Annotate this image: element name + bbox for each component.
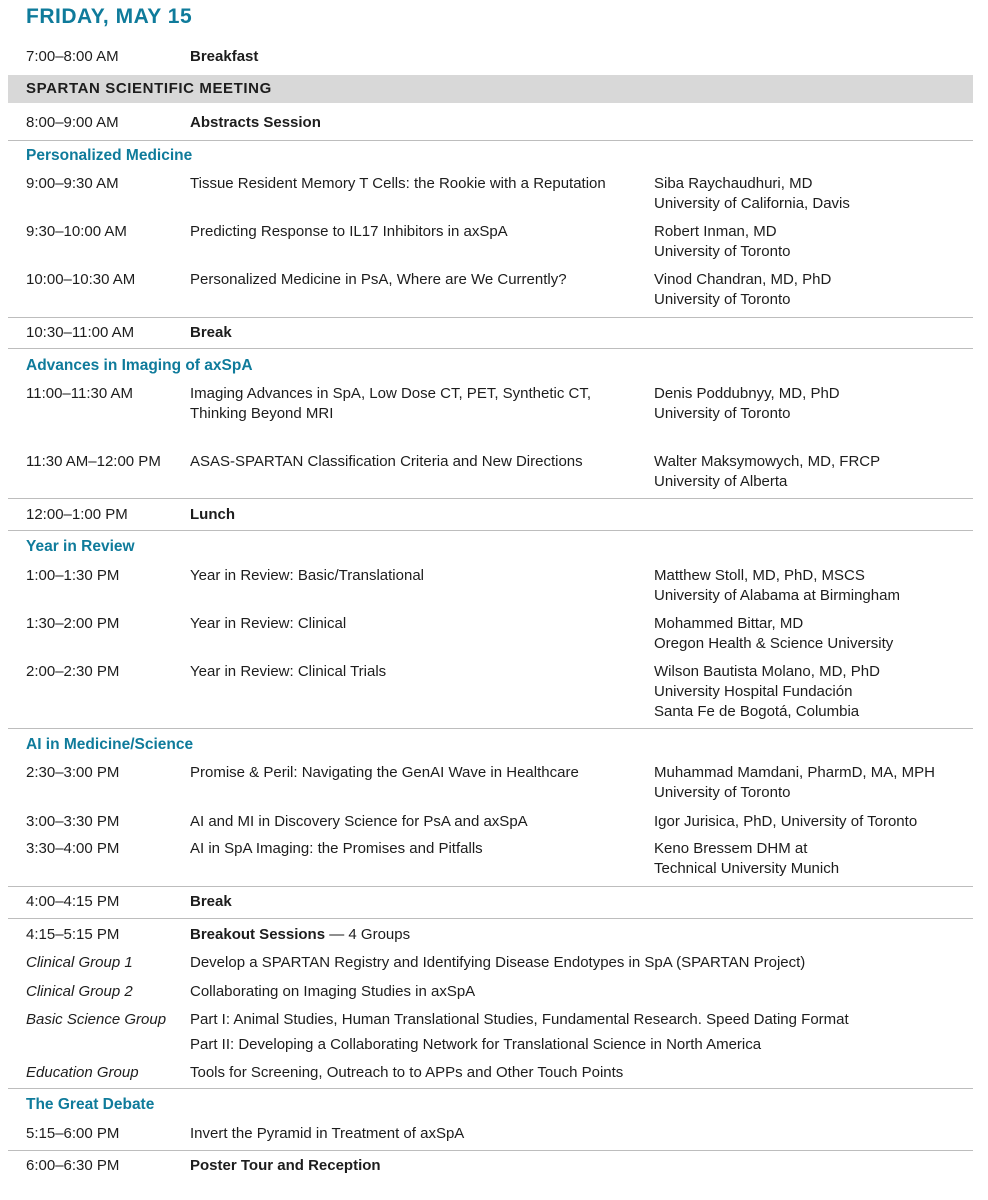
- session-time: 11:30 AM–12:00 PM: [26, 453, 161, 470]
- title-breakout: [190, 925, 410, 945]
- divider: [8, 530, 973, 531]
- group-description: Develop a SPARTAN Registry and Identifying Disease Endotypes in SpA (SPARTAN Project): [190, 954, 806, 971]
- group-name: Clinical Group 2: [26, 983, 133, 1000]
- session-title: ASAS-SPARTAN Classification Criteria and New Directions: [190, 453, 583, 470]
- session-title: Promise & Peril: Navigating the GenAI Wave in Healthcare: [190, 764, 579, 781]
- divider: [8, 886, 973, 887]
- session-time: 3:30–4:00 PM: [26, 840, 120, 857]
- session-time: 1:30–2:00 PM: [26, 615, 120, 632]
- speaker-name: Igor Jurisica, PhD, University of Toronto: [654, 813, 918, 830]
- speaker-affiliation: University Hospital Fundación: [654, 683, 853, 700]
- group-description: Part I: Animal Studies, Human Translational Studies, Fundamental Research. Speed Dating Format: [190, 1011, 849, 1028]
- session-time: 1:00–1:30 PM: [26, 567, 120, 584]
- session-title: Personalized Medicine in PsA, Where are We Currently?: [190, 271, 567, 288]
- session-time: 2:00–2:30 PM: [26, 663, 120, 680]
- time-break: 10:30–11:00 AM: [26, 324, 135, 341]
- meeting-title: SPARTAN SCIENTIFIC MEETING: [26, 80, 272, 97]
- speaker-affiliation-line2: Santa Fe de Bogotá, Columbia: [654, 703, 860, 720]
- speaker-name: Matthew Stoll, MD, PhD, MSCS: [654, 567, 865, 584]
- title-breakfast: Breakfast: [190, 48, 259, 65]
- day-title: FRIDAY, MAY 15: [26, 5, 193, 28]
- title-abstracts: Abstracts Session: [190, 114, 321, 131]
- divider: [8, 728, 973, 729]
- speaker-affiliation: Oregon Health & Science University: [654, 635, 894, 652]
- divider: [8, 498, 973, 499]
- speaker-name: Robert Inman, MD: [654, 223, 777, 240]
- session-title: Imaging Advances in SpA, Low Dose CT, PET, Synthetic CT,: [190, 385, 592, 402]
- title-poster: Poster Tour and Reception: [190, 1157, 381, 1174]
- session-title: Invert the Pyramid in Treatment of axSpA: [190, 1125, 465, 1142]
- speaker-name: Muhammad Mamdani, PharmD, MA, MPH: [654, 764, 935, 781]
- speaker-name: Vinod Chandran, MD, PhD: [654, 271, 832, 288]
- time-abstracts: 8:00–9:00 AM: [26, 114, 119, 131]
- section-heading-great-debate: The Great Debate: [26, 1096, 155, 1113]
- speaker-affiliation: University of Toronto: [654, 291, 791, 308]
- speaker-affiliation: University of Alberta: [654, 473, 788, 490]
- section-heading-imaging: Advances in Imaging of axSpA: [26, 357, 253, 374]
- session-title: AI and MI in Discovery Science for PsA and axSpA: [190, 813, 528, 830]
- session-time: 9:30–10:00 AM: [26, 223, 127, 240]
- speaker-affiliation: University of Toronto: [654, 405, 791, 422]
- speaker-name: Siba Raychaudhuri, MD: [654, 175, 813, 192]
- session-time: 9:00–9:30 AM: [26, 175, 119, 192]
- group-description-line2: Part II: Developing a Collaborating Network for Translational Science in North America: [190, 1036, 762, 1053]
- time-break: 4:00–4:15 PM: [26, 893, 120, 910]
- session-time: 2:30–3:00 PM: [26, 764, 120, 781]
- section-heading-ai: AI in Medicine/Science: [26, 736, 194, 753]
- speaker-name: Wilson Bautista Molano, MD, PhD: [654, 663, 880, 680]
- title-break: Break: [190, 324, 232, 341]
- time-breakout: 4:15–5:15 PM: [26, 926, 120, 943]
- session-time: 5:15–6:00 PM: [26, 1125, 120, 1142]
- speaker-affiliation: University of Alabama at Birmingham: [654, 587, 900, 604]
- speaker-affiliation: University of Toronto: [654, 784, 791, 801]
- speaker-affiliation: University of California, Davis: [654, 195, 850, 212]
- divider: [8, 317, 973, 318]
- divider: [8, 348, 973, 349]
- divider: [8, 1088, 973, 1089]
- speaker-name: Mohammed Bittar, MD: [654, 615, 804, 632]
- speaker-affiliation: Technical University Munich: [654, 860, 840, 877]
- session-time: 10:00–10:30 AM: [26, 271, 136, 288]
- section-heading-year-in-review: Year in Review: [26, 538, 135, 555]
- session-title: Tissue Resident Memory T Cells: the Rookie with a Reputation: [190, 175, 606, 192]
- breakout-label: Breakout Sessions: [190, 926, 326, 943]
- speaker-name: Walter Maksymowych, MD, FRCP: [654, 453, 881, 470]
- group-name: Clinical Group 1: [26, 954, 133, 971]
- speaker-name: Denis Poddubnyy, MD, PhD: [654, 385, 840, 402]
- session-title: Year in Review: Clinical Trials: [190, 663, 387, 680]
- session-time: 3:00–3:30 PM: [26, 813, 120, 830]
- group-description: Tools for Screening, Outreach to to APPs and Other Touch Points: [190, 1064, 624, 1081]
- group-name: Education Group: [26, 1064, 139, 1081]
- session-title: AI in SpA Imaging: the Promises and Pitfalls: [190, 840, 483, 857]
- title-lunch: Lunch: [190, 506, 235, 523]
- session-title: Year in Review: Clinical: [190, 615, 347, 632]
- session-title: Predicting Response to IL17 Inhibitors in axSpA: [190, 223, 508, 240]
- time-poster: 6:00–6:30 PM: [26, 1157, 120, 1174]
- divider: [8, 1150, 973, 1151]
- group-description: Collaborating on Imaging Studies in axSpA: [190, 983, 476, 1000]
- breakout-suffix: — 4 Groups: [325, 926, 411, 943]
- time-lunch: 12:00–1:00 PM: [26, 506, 128, 523]
- session-title: Year in Review: Basic/Translational: [190, 567, 425, 584]
- title-break: Break: [190, 893, 232, 910]
- time-breakfast: 7:00–8:00 AM: [26, 48, 119, 65]
- divider: [8, 918, 973, 919]
- session-time: 11:00–11:30 AM: [26, 385, 134, 402]
- session-title-line2: Thinking Beyond MRI: [190, 405, 334, 422]
- divider: [8, 140, 973, 141]
- section-heading-personalized-medicine: Personalized Medicine: [26, 147, 193, 164]
- speaker-affiliation: University of Toronto: [654, 243, 791, 260]
- speaker-name: Keno Bressem DHM at: [654, 840, 808, 857]
- group-name: Basic Science Group: [26, 1011, 167, 1028]
